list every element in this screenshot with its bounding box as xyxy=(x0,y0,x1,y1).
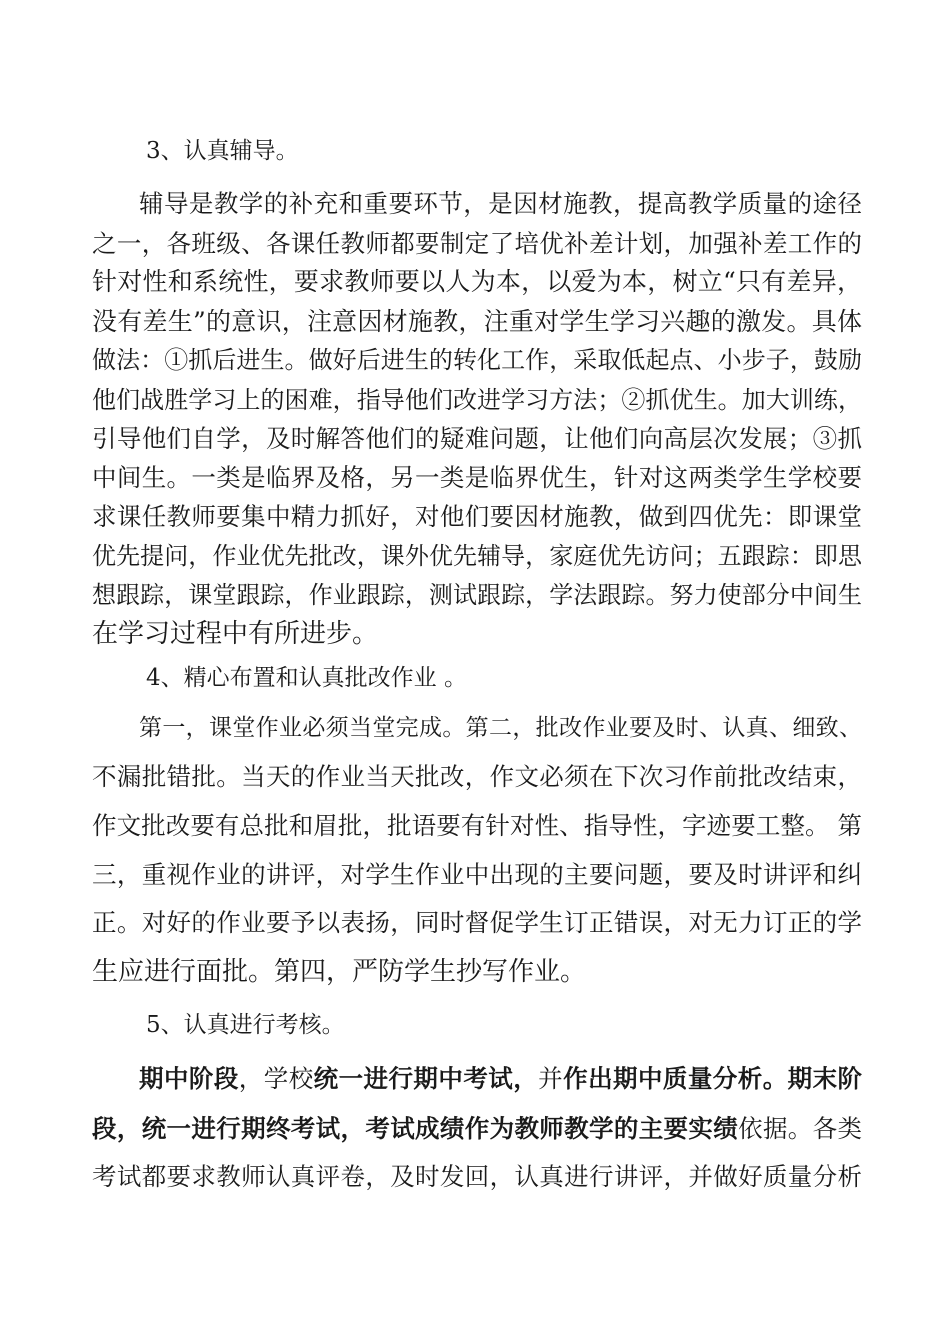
paragraph-line: 不漏批错批。当天的作业当天批改，作文必须在下次习作前批改结束， xyxy=(92,762,862,791)
paragraph-line: 第一，课堂作业必须当堂完成。第二，批改作业要及时、认真、细致、 xyxy=(139,715,862,741)
paragraph-line: 考试都要求教师认真评卷，及时发回，认真进行讲评，并做好质量分析 xyxy=(92,1162,862,1191)
paragraph-line: 做法：①抓后进生。做好后进生的转化工作，采取低起点、小步子，鼓励 xyxy=(92,346,862,374)
regular-text: ，学校 xyxy=(238,1064,314,1093)
paragraph-line: 想跟踪，课堂跟踪，作业跟踪，测试跟踪，学法跟踪。努力使部分中间生 xyxy=(92,581,862,609)
paragraph-line: 三，重视作业的讲评，对学生作业中出现的主要问题，要及时讲评和纠 xyxy=(92,860,862,889)
section-3-heading: 3、认真辅导。 xyxy=(146,138,299,164)
paragraph-line: 他们战胜学习上的困难，指导他们改进学习方法；②抓优生。加大训练， xyxy=(92,386,862,414)
bold-text: 作出期中质量分析。期末阶 xyxy=(563,1064,863,1093)
bold-text: 段，统一进行期终考试，考试成绩作为教师教学的主要实绩 xyxy=(92,1114,739,1143)
section-5-heading: 5、认真进行考核。 xyxy=(146,1012,345,1038)
paragraph-line: 作文批改要有总批和眉批，批语要有针对性、指导性，字迹要工整。 第 xyxy=(92,811,862,840)
bold-text: 统一进行期中考试， xyxy=(313,1064,539,1093)
paragraph-line: 在学习过程中有所进步。 xyxy=(92,619,379,649)
paragraph-line: 正。对好的作业要予以表扬，同时督促学生订正错误，对无力订正的学 xyxy=(92,908,862,937)
paragraph-line: 针对性和系统性，要求教师要以人为本，以爱为本，树立“只有差异， xyxy=(92,267,862,296)
regular-text: 依据。各类 xyxy=(738,1114,863,1143)
paragraph-line: 优先提问，作业优先批改，课外优先辅导，家庭优先访问；五跟踪：即思 xyxy=(92,542,862,570)
paragraph-line: 生应进行面批。第四，严防学生抄写作业。 xyxy=(92,957,587,987)
paragraph-line: 辅导是教学的补充和重要环节，是因材施教，提高教学质量的途径 xyxy=(139,189,862,218)
paragraph-line xyxy=(139,1062,862,1096)
paragraph-line: 之一，各班级、各课任教师都要制定了培优补差计划，加强补差工作的 xyxy=(92,229,862,258)
paragraph-line: 中间生。一类是临界及格，另一类是临界优生，针对这两类学生学校要 xyxy=(92,463,862,492)
regular-text: 并 xyxy=(538,1064,564,1093)
paragraph-line: 没有差生”的意识，注意因材施教，注重对学生学习兴趣的激发。具体 xyxy=(92,307,862,336)
bold-text: 期中阶段 xyxy=(139,1064,239,1093)
paragraph-line: 求课任教师要集中精力抓好，对他们要因材施教，做到四优先：即课堂 xyxy=(92,502,862,531)
paragraph-line: 引导他们自学，及时解答他们的疑难问题，让他们向高层次发展；③抓 xyxy=(92,424,862,453)
paragraph-line xyxy=(92,1112,862,1146)
section-4-heading: 4、精心布置和认真批改作业 。 xyxy=(146,665,467,691)
